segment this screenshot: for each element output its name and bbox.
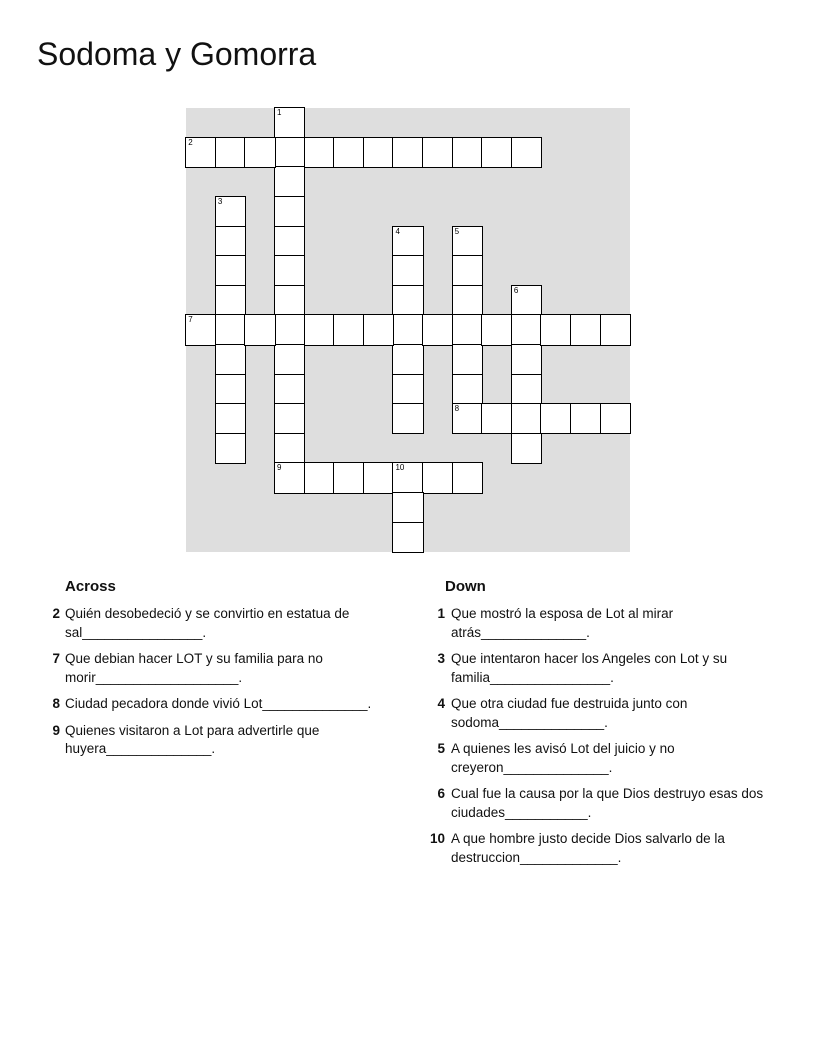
crossword-cell[interactable] bbox=[215, 226, 246, 257]
clue-number: 1 bbox=[437, 606, 445, 621]
down-heading: Down bbox=[445, 578, 486, 595]
crossword-cell[interactable] bbox=[274, 285, 305, 316]
clue-number-label: 8 bbox=[454, 404, 460, 414]
crossword-cell[interactable] bbox=[274, 255, 305, 286]
crossword-cell[interactable] bbox=[244, 137, 275, 168]
crossword-cell[interactable] bbox=[304, 462, 335, 493]
across-clue-2 bbox=[45, 605, 395, 642]
crossword-cell[interactable] bbox=[274, 433, 305, 464]
clue-text: A quienes les avisó Lot del juicio y no creyeron______________. bbox=[451, 741, 675, 775]
clue-number: 8 bbox=[52, 696, 60, 711]
down-clue-4 bbox=[425, 695, 785, 732]
clue-number-label: 9 bbox=[277, 463, 282, 473]
crossword-cell[interactable] bbox=[274, 137, 305, 168]
crossword-cell[interactable] bbox=[392, 403, 423, 434]
crossword-cell[interactable] bbox=[185, 137, 216, 168]
crossword-cell[interactable] bbox=[422, 137, 453, 168]
clue-text: Quién desobedeció y se convirtio en estatua de sal________________. bbox=[65, 606, 350, 640]
clue-number-label: 4 bbox=[395, 226, 400, 236]
clue-number-label: 2 bbox=[188, 137, 193, 147]
crossword-cell[interactable] bbox=[570, 403, 601, 434]
crossword-cell[interactable] bbox=[274, 226, 305, 257]
clue-number-label: 7 bbox=[188, 315, 193, 325]
crossword-cell[interactable] bbox=[392, 137, 423, 168]
crossword-cell[interactable] bbox=[392, 226, 423, 257]
across-clue-8 bbox=[45, 695, 395, 714]
crossword-cell[interactable] bbox=[452, 285, 483, 316]
crossword-cell[interactable] bbox=[274, 403, 305, 434]
crossword-cell[interactable] bbox=[215, 403, 246, 434]
crossword-cell[interactable] bbox=[215, 196, 246, 227]
crossword-cell[interactable] bbox=[215, 344, 246, 375]
crossword-cell[interactable] bbox=[452, 226, 483, 257]
clue-number: 6 bbox=[437, 786, 445, 801]
crossword-cell[interactable] bbox=[540, 403, 571, 434]
crossword-cell[interactable] bbox=[274, 344, 305, 375]
crossword-cell[interactable] bbox=[511, 344, 542, 375]
crossword-cell[interactable] bbox=[363, 314, 394, 345]
clue-text: Que mostró la esposa de Lot al mirar atrás______________. bbox=[451, 606, 674, 640]
clue-number: 10 bbox=[429, 831, 445, 846]
clue-number: 3 bbox=[437, 651, 445, 666]
crossword-cell[interactable] bbox=[600, 314, 631, 345]
crossword-cell[interactable] bbox=[481, 137, 512, 168]
crossword-cell[interactable] bbox=[422, 314, 453, 345]
crossword-cell[interactable] bbox=[481, 403, 512, 434]
clue-number-label: 6 bbox=[513, 285, 519, 295]
crossword-cell[interactable] bbox=[452, 403, 483, 434]
crossword-cell[interactable] bbox=[215, 285, 246, 316]
clue-number-label: 1 bbox=[277, 108, 282, 118]
clue-text: Que intentaron hacer los Angeles con Lot y su familia________________. bbox=[451, 651, 728, 685]
clue-number: 9 bbox=[52, 722, 60, 738]
clue-number-label: 10 bbox=[395, 463, 405, 473]
crossword-cell[interactable] bbox=[333, 137, 364, 168]
crossword-cell[interactable] bbox=[333, 314, 364, 345]
crossword-cell[interactable] bbox=[392, 462, 423, 493]
clue-number: 4 bbox=[437, 696, 445, 711]
crossword-cell[interactable] bbox=[511, 314, 542, 345]
crossword-cell[interactable] bbox=[274, 462, 305, 493]
clue-text: Que otra ciudad fue destruida junto con sodoma______________. bbox=[451, 696, 688, 730]
across-clue-7 bbox=[45, 650, 395, 687]
clue-text: Cual fue la causa por la que Dios destruyo esas dos ciudades___________. bbox=[451, 786, 764, 820]
crossword-cell[interactable] bbox=[215, 137, 246, 168]
crossword-cell[interactable] bbox=[511, 374, 542, 405]
crossword-cell[interactable] bbox=[570, 314, 601, 345]
crossword-cell[interactable] bbox=[392, 492, 423, 523]
clue-text: Que debian hacer LOT y su familia para no morir___________________. bbox=[65, 651, 323, 685]
clue-number: 7 bbox=[52, 651, 60, 666]
across-clue-9 bbox=[45, 722, 395, 759]
crossword-cell[interactable] bbox=[392, 255, 423, 286]
crossword-cell[interactable] bbox=[452, 255, 483, 286]
crossword-cell[interactable] bbox=[274, 314, 305, 345]
crossword-cell[interactable] bbox=[452, 314, 483, 345]
clue-number-label: 3 bbox=[217, 197, 223, 207]
down-clue-1 bbox=[425, 605, 785, 642]
clue-text: A que hombre justo decide Dios salvarlo de la destruccion_____________. bbox=[451, 831, 725, 865]
crossword-cell[interactable] bbox=[215, 255, 246, 286]
crossword-cell[interactable] bbox=[481, 314, 512, 345]
down-clue-5 bbox=[425, 740, 785, 777]
crossword-cell[interactable] bbox=[215, 374, 246, 405]
crossword-cell[interactable] bbox=[511, 403, 542, 434]
crossword-cell[interactable] bbox=[392, 285, 423, 316]
clue-text: Ciudad pecadora donde vivió Lot______________. bbox=[65, 696, 372, 711]
clue-number: 5 bbox=[437, 741, 445, 756]
crossword-cell[interactable] bbox=[452, 344, 483, 375]
down-clues bbox=[425, 577, 785, 875]
crossword-cell[interactable] bbox=[511, 433, 542, 464]
crossword-cell[interactable] bbox=[392, 522, 423, 553]
crossword-cell[interactable] bbox=[392, 344, 423, 375]
clue-number-label: 5 bbox=[454, 226, 460, 236]
across-clues bbox=[45, 577, 395, 767]
crossword-cell[interactable] bbox=[333, 462, 364, 493]
crossword-cell[interactable] bbox=[600, 403, 631, 434]
crossword-cell[interactable] bbox=[215, 314, 246, 345]
across-heading: Across bbox=[65, 578, 116, 595]
down-clue-10 bbox=[425, 830, 785, 867]
crossword-cell[interactable] bbox=[274, 196, 305, 227]
crossword-cell[interactable] bbox=[274, 107, 305, 138]
crossword-cell[interactable] bbox=[304, 314, 335, 345]
crossword-cell[interactable] bbox=[511, 285, 542, 316]
crossword-grid bbox=[186, 108, 630, 552]
crossword-cell[interactable] bbox=[363, 137, 394, 168]
crossword-cell[interactable] bbox=[452, 374, 483, 405]
crossword-cell[interactable] bbox=[244, 314, 275, 345]
crossword-cell[interactable] bbox=[452, 137, 483, 168]
crossword-cell[interactable] bbox=[274, 166, 305, 197]
clue-number: 2 bbox=[52, 606, 60, 621]
crossword-cell[interactable] bbox=[185, 314, 216, 345]
page-title: Sodoma y Gomorra bbox=[37, 36, 317, 72]
crossword-cell[interactable] bbox=[540, 314, 571, 345]
crossword-cell[interactable] bbox=[274, 374, 305, 405]
crossword-cell[interactable] bbox=[452, 462, 483, 493]
crossword-cell[interactable] bbox=[511, 137, 542, 168]
clue-text: Quienes visitaron a Lot para advertirle que huyera______________. bbox=[65, 722, 320, 756]
crossword-cell[interactable] bbox=[392, 314, 423, 345]
crossword-cell[interactable] bbox=[422, 462, 453, 493]
crossword-cell[interactable] bbox=[215, 433, 246, 464]
down-clue-3 bbox=[425, 650, 785, 687]
crossword-cell[interactable] bbox=[392, 374, 423, 405]
crossword-cell[interactable] bbox=[363, 462, 394, 493]
crossword-cell[interactable] bbox=[304, 137, 335, 168]
down-clue-6 bbox=[425, 785, 785, 822]
